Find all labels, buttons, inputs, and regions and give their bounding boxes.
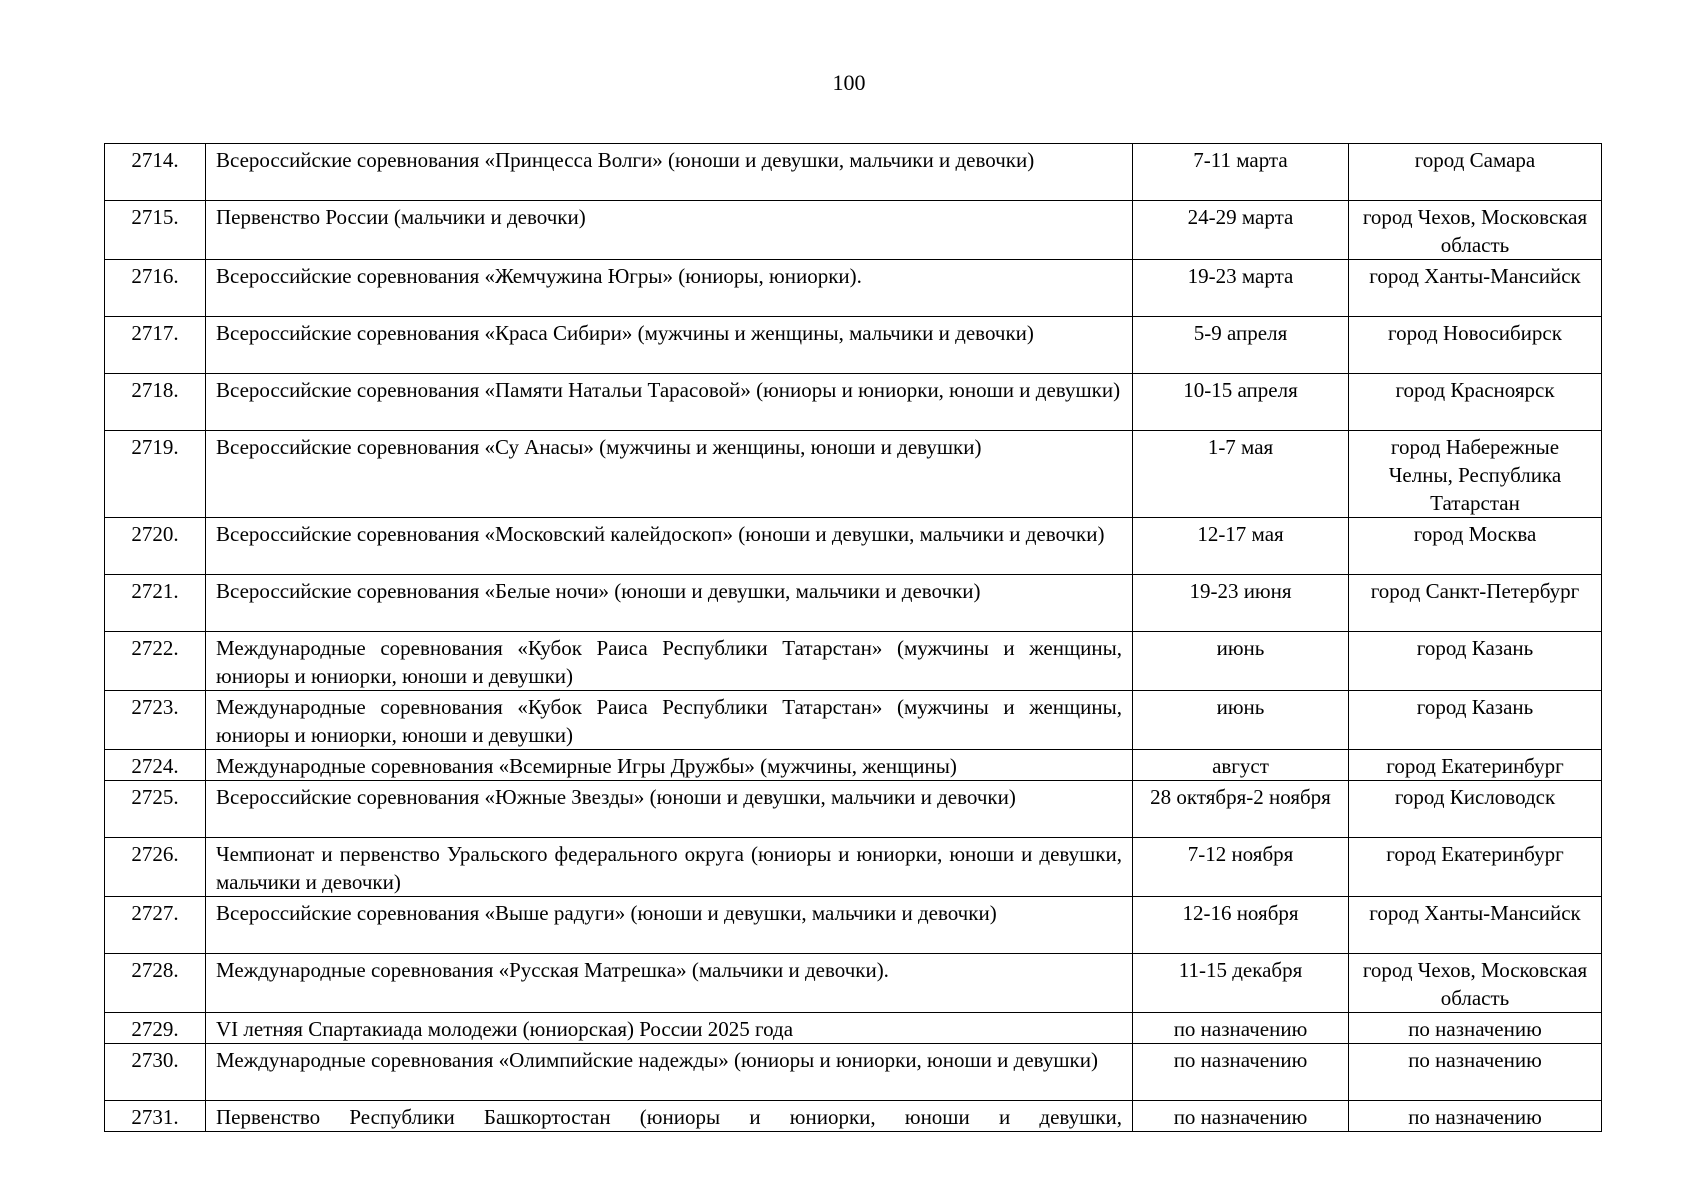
event-date: 24-29 марта — [1133, 201, 1349, 260]
row-number: 2725. — [105, 781, 206, 838]
row-number: 2722. — [105, 632, 206, 691]
table-row — [105, 781, 1602, 838]
event-title — [206, 1101, 1133, 1132]
event-date: 11-15 декабря — [1133, 954, 1349, 1013]
event-date: 19-23 марта — [1133, 260, 1349, 317]
table-row — [105, 317, 1602, 374]
row-number: 2730. — [105, 1044, 206, 1101]
page-number: 100 — [832, 70, 866, 95]
table-row — [105, 632, 1602, 691]
table-row — [105, 374, 1602, 431]
event-title: VI летняя Спартакиада молодежи (юниорская) России 2025 года — [206, 1013, 1133, 1044]
event-place: город Чехов, Московская область — [1349, 954, 1602, 1013]
event-date: по назначению — [1133, 1044, 1349, 1101]
row-number: 2714. — [105, 144, 206, 201]
table-row — [105, 431, 1602, 518]
event-date: 7-11 марта — [1133, 144, 1349, 201]
table-row — [105, 1013, 1602, 1044]
event-place: город Самара — [1349, 144, 1602, 201]
table-row — [105, 201, 1602, 260]
event-title: Всероссийские соревнования «Памяти Натальи Тарасовой» (юниоры и юниорки, юноши и девушки) — [206, 374, 1133, 431]
event-place: город Екатеринбург — [1349, 750, 1602, 781]
event-place: по назначению — [1349, 1013, 1602, 1044]
event-date: 7-12 ноября — [1133, 838, 1349, 897]
row-number: 2723. — [105, 691, 206, 750]
table-row — [105, 260, 1602, 317]
event-title: Международные соревнования «Всемирные Игры Дружбы» (мужчины, женщины) — [206, 750, 1133, 781]
row-number: 2726. — [105, 838, 206, 897]
event-place: город Казань — [1349, 632, 1602, 691]
row-number: 2718. — [105, 374, 206, 431]
event-date: 19-23 июня — [1133, 575, 1349, 632]
table-row — [105, 838, 1602, 897]
event-title: Всероссийские соревнования «Жемчужина Югры» (юниоры, юниорки). — [206, 260, 1133, 317]
event-date: 12-17 мая — [1133, 518, 1349, 575]
event-date: 10-15 апреля — [1133, 374, 1349, 431]
row-number: 2715. — [105, 201, 206, 260]
event-title: Международные соревнования «Кубок Раиса Республики Татарстан» (мужчины и женщины, юниоры и юниорки, юноши и девушки) — [206, 691, 1133, 750]
events-table — [104, 143, 1602, 1132]
event-place: город Москва — [1349, 518, 1602, 575]
event-title: Чемпионат и первенство Уральского федерального округа (юниоры и юниорки, юноши и девушки, мальчики и девочки) — [206, 838, 1133, 897]
table-row — [105, 1101, 1602, 1132]
event-title-text: Первенство Республики Башкортостан (юниоры и юниорки, юноши и девушки, — [216, 1105, 1122, 1129]
event-place: город Казань — [1349, 691, 1602, 750]
table-row — [105, 1044, 1602, 1101]
event-date: по назначению — [1133, 1101, 1349, 1132]
event-date: август — [1133, 750, 1349, 781]
event-title: Всероссийские соревнования «Московский калейдоскоп» (юноши и девушки, мальчики и девочки) — [206, 518, 1133, 575]
event-date: по назначению — [1133, 1013, 1349, 1044]
event-title: Всероссийские соревнования «Су Анасы» (мужчины и женщины, юноши и девушки) — [206, 431, 1133, 518]
event-title: Всероссийские соревнования «Выше радуги» (юноши и девушки, мальчики и девочки) — [206, 897, 1133, 954]
row-number: 2720. — [105, 518, 206, 575]
event-title: Международные соревнования «Кубок Раиса Республики Татарстан» (мужчины и женщины, юниоры и юниорки, юноши и девушки) — [206, 632, 1133, 691]
event-title: Первенство России (мальчики и девочки) — [206, 201, 1133, 260]
event-title: Международные соревнования «Русская Матрешка» (мальчики и девочки). — [206, 954, 1133, 1013]
event-title: Всероссийские соревнования «Краса Сибири» (мужчины и женщины, мальчики и девочки) — [206, 317, 1133, 374]
table-row — [105, 897, 1602, 954]
row-number: 2724. — [105, 750, 206, 781]
event-date: 1-7 мая — [1133, 431, 1349, 518]
row-number: 2728. — [105, 954, 206, 1013]
event-date: июнь — [1133, 691, 1349, 750]
row-number: 2721. — [105, 575, 206, 632]
event-place: город Чехов, Московская область — [1349, 201, 1602, 260]
event-date: 12-16 ноября — [1133, 897, 1349, 954]
event-title: Всероссийские соревнования «Белые ночи» (юноши и девушки, мальчики и девочки) — [206, 575, 1133, 632]
row-number: 2717. — [105, 317, 206, 374]
row-number: 2729. — [105, 1013, 206, 1044]
table-row — [105, 144, 1602, 201]
row-number: 2719. — [105, 431, 206, 518]
event-date: 28 октября-2 ноября — [1133, 781, 1349, 838]
event-place: город Новосибирск — [1349, 317, 1602, 374]
row-number: 2716. — [105, 260, 206, 317]
event-date: июнь — [1133, 632, 1349, 691]
event-place: по назначению — [1349, 1044, 1602, 1101]
event-place: город Ханты-Мансийск — [1349, 897, 1602, 954]
table-row — [105, 750, 1602, 781]
event-place: город Екатеринбург — [1349, 838, 1602, 897]
event-title: Международные соревнования «Олимпийские надежды» (юниоры и юниорки, юноши и девушки) — [206, 1044, 1133, 1101]
event-place: по назначению — [1349, 1101, 1602, 1132]
event-date: 5-9 апреля — [1133, 317, 1349, 374]
row-number: 2727. — [105, 897, 206, 954]
event-place: город Ханты-Мансийск — [1349, 260, 1602, 317]
table-row — [105, 575, 1602, 632]
event-title: Всероссийские соревнования «Южные Звезды» (юноши и девушки, мальчики и девочки) — [206, 781, 1133, 838]
event-place: город Красноярск — [1349, 374, 1602, 431]
event-place: город Кисловодск — [1349, 781, 1602, 838]
table-row — [105, 691, 1602, 750]
event-title: Всероссийские соревнования «Принцесса Волги» (юноши и девушки, мальчики и девочки) — [206, 144, 1133, 201]
event-place: город Набережные Челны, Республика Татарстан — [1349, 431, 1602, 518]
event-place: город Санкт-Петербург — [1349, 575, 1602, 632]
row-number: 2731. — [105, 1101, 206, 1132]
table-row — [105, 954, 1602, 1013]
table-row — [105, 518, 1602, 575]
